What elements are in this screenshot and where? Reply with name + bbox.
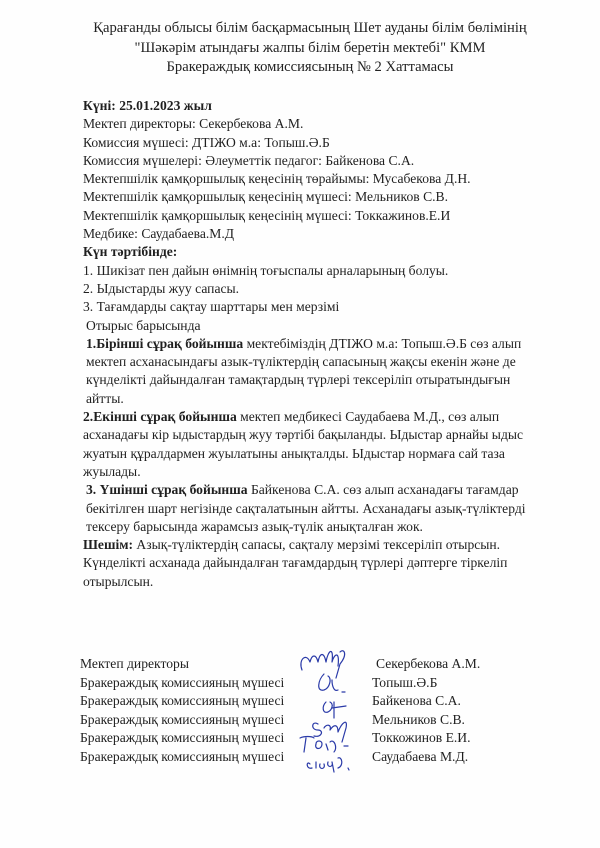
signature-member-3 [313, 722, 347, 742]
header-line-organization: Қарағанды облысы білім басқармасының Шет ауданы білім бөлімінің [93, 20, 527, 36]
signature-member-5 [307, 758, 349, 772]
attendee-line: Мектепшілік қамқоршылық кеңесінің мүшесі: Мельников С.В. [83, 189, 449, 205]
signatory-role: Бракераждық комиссияның мүшесі [80, 674, 285, 690]
signatory-name: Топыш.Ә.Б [372, 674, 438, 690]
question-1 [83, 335, 533, 408]
agenda-item: 2. Ыдыстарды жуу сапасы. [83, 280, 240, 296]
attendee-line: Комиссия мүшелері: Әлеуметтік педагог: Байкенова С.А. [83, 152, 415, 168]
signatory-name: Секербекова А.М. [376, 656, 481, 671]
header-line-school: "Шәкәрім атындағы жалпы білім беретін мектебі" КММ [134, 39, 486, 56]
signatory-role: Бракераждық комиссияның мүшесі [80, 748, 285, 764]
signature-director [301, 651, 345, 678]
attendee-line: Медбике: Саудабаева.М.Д [83, 226, 235, 242]
header-line-protocol-title: Бракераждық комиссиясының № 2 Хаттамасы [166, 59, 454, 75]
question-2-heading: 2.Екінші сұрақ бойынша [83, 409, 237, 425]
question-3 [83, 481, 533, 536]
signatory-role: Бракераждық комиссияның мүшесі [80, 711, 285, 727]
decision-text: Азық-түліктердің сапасы, сақталу мерзімі тексеріліп отырсын. Күнделікті асханада дайындалған тағамдардың түрлері дәптерге тіркеліп отырылсын. [83, 537, 508, 589]
signatory-name: Байкенова С.А. [372, 693, 461, 709]
attendee-line: Комиссия мүшесі: ДТІЖО м.а: Топыш.Ә.Б [83, 134, 330, 150]
session-heading: Отырыс барысында [86, 317, 201, 333]
agenda-item: 1. Шикізат пен дайын өнімнің тоғыспалы арналарының болуы. [83, 262, 449, 278]
agenda-title: Күн тәртібінде: [83, 244, 178, 260]
signatory-name: Саудабаева М.Д. [372, 748, 469, 764]
decision-label: Шешім: [83, 537, 134, 553]
signature-member-4 [300, 737, 348, 753]
signatory-role: Мектеп директоры [80, 656, 189, 671]
question-3-heading: 3. Үшінші сұрақ бойынша [86, 482, 248, 498]
signatory-name: Мельников С.В. [372, 711, 465, 727]
attendee-line: Мектепшілік қамқоршылық кеңесінің төрайымы: Мусабекова Д.Н. [83, 171, 471, 187]
signatory-role: Бракераждық комиссияның мүшесі [80, 693, 285, 709]
question-3-text: Байкенова С.А. сөз алып асханадағы тағамдар бекітілген шарт негізінде сақталатынын айтты. Асханадағы азық-түліктерді тексеру барысында жарамсыз азық-түлік анықталған жок. [86, 482, 526, 534]
attendee-line: Мектепшілік қамқоршылық кеңесінің мүшесі: Токкажинов.Е.И [83, 207, 451, 223]
document-body [83, 97, 533, 591]
agenda-item: 3. Тағамдарды сақтау шарттары мен мерзімі [83, 299, 340, 315]
signature-member-2 [323, 702, 346, 718]
handwritten-signatures [288, 640, 368, 775]
signatory-role: Бракераждық комиссияның мүшесі [80, 730, 285, 746]
signature-member-1 [319, 674, 345, 692]
signatory-name: Токкожинов Е.И. [372, 730, 471, 746]
attendee-line: Мектеп директоры: Секербекова А.М. [83, 116, 304, 132]
question-2-text: мектеп медбикесі Саудабаева М.Д., сөз алып асханадағы кір ыдыстардың жуу тәртібі бақыланды. Ыдыстар арнайы ыдыс жуатын құралдармен жуылатыны анықталды. Ыдыстар нормаға сай таза жуылады. [83, 409, 524, 479]
question-2 [83, 408, 533, 481]
decision [83, 536, 533, 591]
meeting-date: Күні: 25.01.2023 жыл [83, 98, 212, 113]
question-1-text: мектебіміздің ДТІЖО м.а: Топыш.Ә.Б сөз алып мектеп асханасындағы азык-түліктердің сапасының жақсы екенін және де күнделікті дайындалған тамақтардың түрлері тексеріліп отыратындығын айтты. [86, 335, 522, 406]
document-header [60, 19, 560, 78]
question-1-heading: 1.Бірінші сұрақ бойынша [86, 335, 244, 351]
